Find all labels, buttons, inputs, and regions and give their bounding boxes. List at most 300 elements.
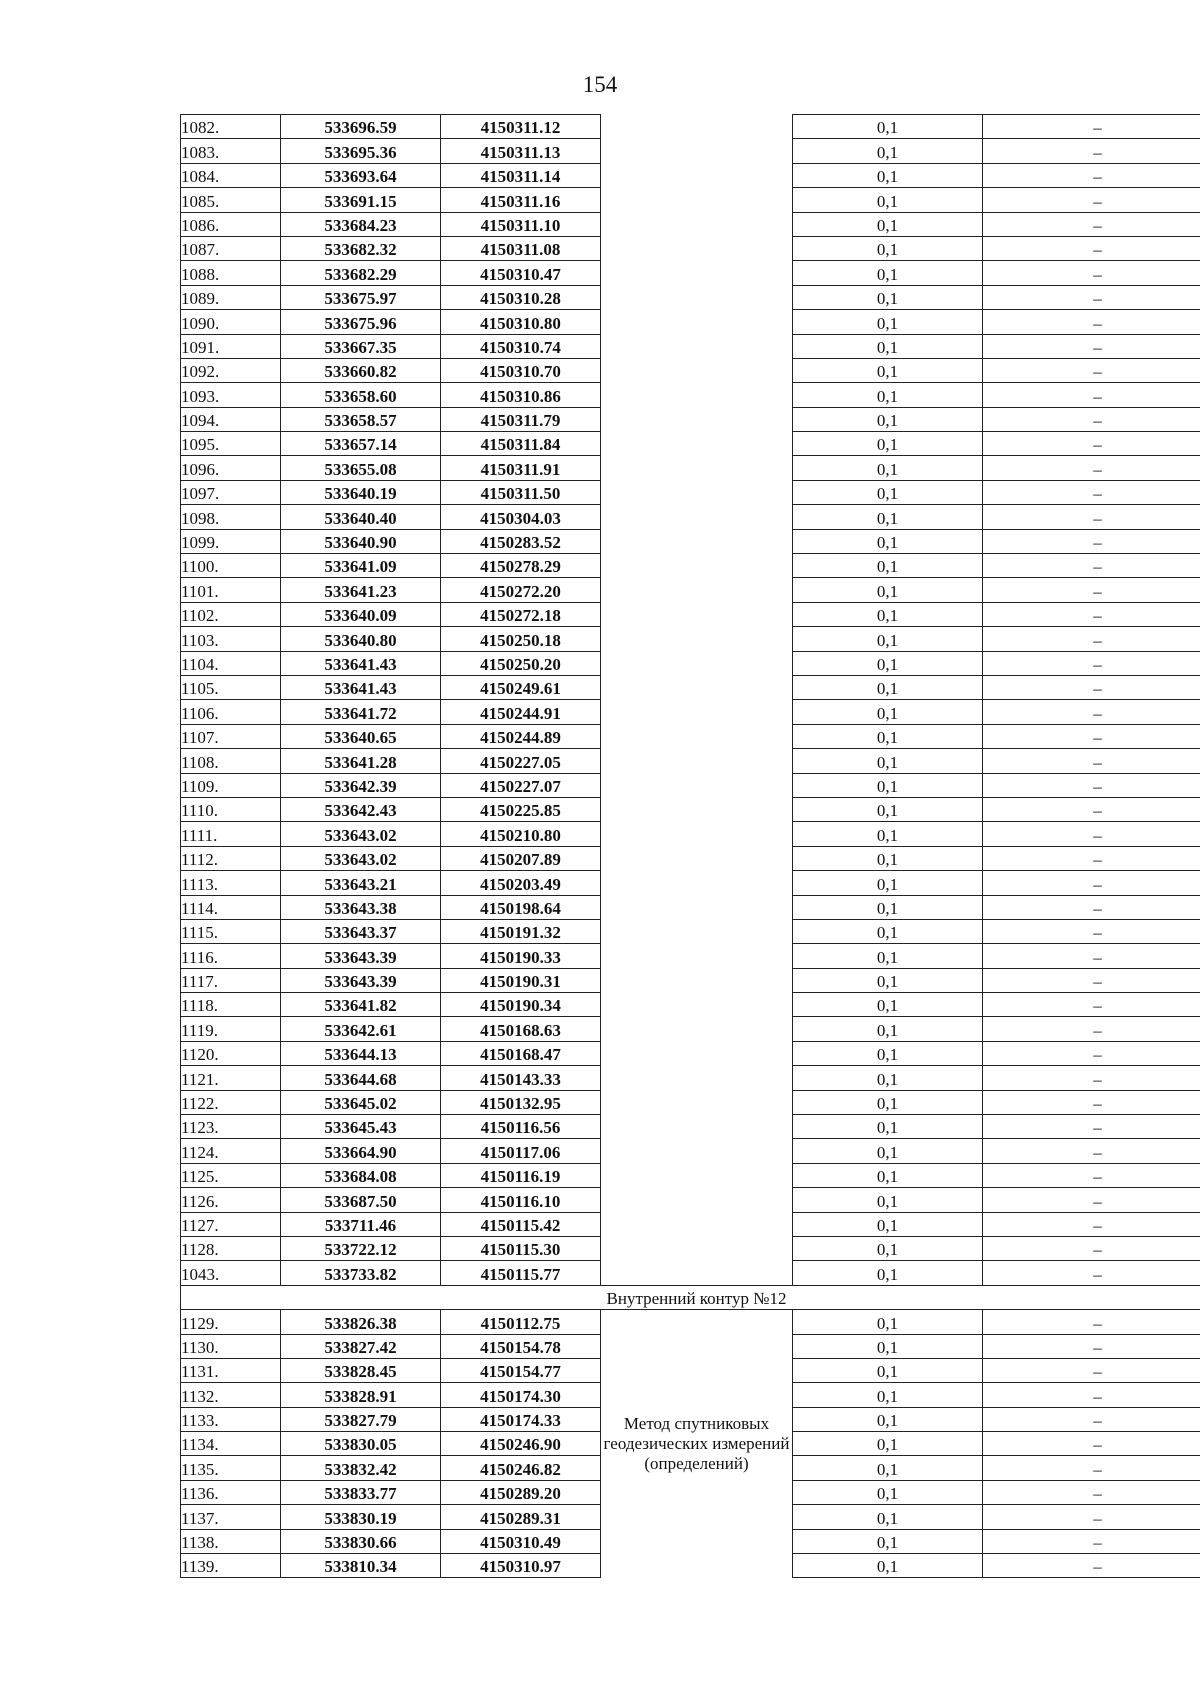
y-coordinate: 4150246.90 — [441, 1432, 601, 1456]
point-number: 1111. — [181, 822, 281, 846]
empty-gap-cell — [601, 1261, 793, 1285]
x-coordinate: 533641.72 — [281, 700, 441, 724]
dash-cell: – — [983, 773, 1200, 797]
dash-cell: – — [983, 1261, 1200, 1285]
y-coordinate: 4150116.56 — [441, 1115, 601, 1139]
point-number: 1088. — [181, 261, 281, 285]
y-coordinate: 4150132.95 — [441, 1090, 601, 1114]
dash-cell: – — [983, 749, 1200, 773]
dash-cell: – — [983, 456, 1200, 480]
table-row — [181, 1017, 1200, 1041]
point-number: 1133. — [181, 1407, 281, 1431]
empty-gap-cell — [601, 480, 793, 504]
y-coordinate: 4150310.47 — [441, 261, 601, 285]
dash-cell: – — [983, 1212, 1200, 1236]
table-row — [181, 627, 1200, 651]
table-row — [181, 212, 1200, 236]
x-coordinate: 533687.50 — [281, 1188, 441, 1212]
x-coordinate: 533682.29 — [281, 261, 441, 285]
y-coordinate: 4150207.89 — [441, 846, 601, 870]
accuracy-value: 0,1 — [793, 968, 983, 992]
table-row — [181, 1310, 1200, 1334]
point-number: 1122. — [181, 1090, 281, 1114]
dash-cell: – — [983, 1334, 1200, 1358]
table-row — [181, 578, 1200, 602]
table-row — [181, 749, 1200, 773]
empty-gap-cell — [601, 383, 793, 407]
point-number: 1092. — [181, 358, 281, 382]
dash-cell: – — [983, 675, 1200, 699]
x-coordinate: 533641.43 — [281, 675, 441, 699]
x-coordinate: 533641.28 — [281, 749, 441, 773]
y-coordinate: 4150174.30 — [441, 1383, 601, 1407]
table-row — [181, 1115, 1200, 1139]
point-number: 1086. — [181, 212, 281, 236]
point-number: 1120. — [181, 1041, 281, 1065]
dash-cell: – — [983, 554, 1200, 578]
dash-cell: – — [983, 480, 1200, 504]
x-coordinate: 533641.82 — [281, 993, 441, 1017]
table-row — [181, 993, 1200, 1017]
accuracy-value: 0,1 — [793, 407, 983, 431]
table-row — [181, 968, 1200, 992]
empty-gap-cell — [601, 1236, 793, 1260]
dash-cell: – — [983, 846, 1200, 870]
empty-gap-cell — [601, 310, 793, 334]
x-coordinate: 533667.35 — [281, 334, 441, 358]
y-coordinate: 4150289.31 — [441, 1505, 601, 1529]
accuracy-value: 0,1 — [793, 1066, 983, 1090]
empty-gap-cell — [601, 700, 793, 724]
table-row — [181, 529, 1200, 553]
table-row — [181, 505, 1200, 529]
point-number: 1087. — [181, 236, 281, 260]
y-coordinate: 4150225.85 — [441, 797, 601, 821]
section-header: Внутренний контур №12 — [181, 1285, 1200, 1309]
y-coordinate: 4150117.06 — [441, 1139, 601, 1163]
empty-gap-cell — [601, 675, 793, 699]
accuracy-value: 0,1 — [793, 1041, 983, 1065]
y-coordinate: 4150272.18 — [441, 602, 601, 626]
page-number: 154 — [582, 72, 618, 97]
accuracy-value: 0,1 — [793, 724, 983, 748]
dash-cell: – — [983, 1017, 1200, 1041]
point-number: 1098. — [181, 505, 281, 529]
x-coordinate: 533644.13 — [281, 1041, 441, 1065]
empty-gap-cell — [601, 163, 793, 187]
empty-gap-cell — [601, 773, 793, 797]
empty-gap-cell — [601, 529, 793, 553]
y-coordinate: 4150283.52 — [441, 529, 601, 553]
x-coordinate: 533830.05 — [281, 1432, 441, 1456]
table-row — [181, 1188, 1200, 1212]
point-number: 1130. — [181, 1334, 281, 1358]
y-coordinate: 4150244.89 — [441, 724, 601, 748]
accuracy-value: 0,1 — [793, 578, 983, 602]
y-coordinate: 4150190.34 — [441, 993, 601, 1017]
x-coordinate: 533827.79 — [281, 1407, 441, 1431]
accuracy-value: 0,1 — [793, 846, 983, 870]
empty-gap-cell — [601, 505, 793, 529]
table-row — [181, 602, 1200, 626]
table-row — [181, 261, 1200, 285]
x-coordinate: 533826.38 — [281, 1310, 441, 1334]
y-coordinate: 4150191.32 — [441, 919, 601, 943]
accuracy-value: 0,1 — [793, 1090, 983, 1114]
point-number: 1137. — [181, 1505, 281, 1529]
accuracy-value: 0,1 — [793, 1407, 983, 1431]
dash-cell: – — [983, 1456, 1200, 1480]
y-coordinate: 4150143.33 — [441, 1066, 601, 1090]
y-coordinate: 4150311.12 — [441, 115, 601, 139]
x-coordinate: 533657.14 — [281, 432, 441, 456]
y-coordinate: 4150311.79 — [441, 407, 601, 431]
x-coordinate: 533643.39 — [281, 968, 441, 992]
empty-gap-cell — [601, 554, 793, 578]
dash-cell: – — [983, 602, 1200, 626]
table-row — [181, 334, 1200, 358]
x-coordinate: 533642.43 — [281, 797, 441, 821]
point-number: 1100. — [181, 554, 281, 578]
table-row — [181, 358, 1200, 382]
empty-gap-cell — [601, 578, 793, 602]
empty-gap-cell — [601, 1212, 793, 1236]
x-coordinate: 533833.77 — [281, 1480, 441, 1504]
y-coordinate: 4150154.78 — [441, 1334, 601, 1358]
dash-cell: – — [983, 871, 1200, 895]
point-number: 1083. — [181, 139, 281, 163]
empty-gap-cell — [601, 919, 793, 943]
x-coordinate: 533691.15 — [281, 188, 441, 212]
section-header-row — [181, 1285, 1200, 1309]
point-number: 1135. — [181, 1456, 281, 1480]
empty-gap-cell — [601, 846, 793, 870]
point-number: 1106. — [181, 700, 281, 724]
dash-cell: – — [983, 578, 1200, 602]
x-coordinate: 533645.02 — [281, 1090, 441, 1114]
x-coordinate: 533696.59 — [281, 115, 441, 139]
table-row — [181, 236, 1200, 260]
point-number: 1107. — [181, 724, 281, 748]
point-number: 1139. — [181, 1554, 281, 1578]
table-row — [181, 1261, 1200, 1285]
accuracy-value: 0,1 — [793, 529, 983, 553]
dash-cell: – — [983, 407, 1200, 431]
table-row — [181, 1139, 1200, 1163]
dash-cell: – — [983, 1188, 1200, 1212]
dash-cell: – — [983, 1236, 1200, 1260]
y-coordinate: 4150203.49 — [441, 871, 601, 895]
y-coordinate: 4150249.61 — [441, 675, 601, 699]
empty-gap-cell — [601, 724, 793, 748]
y-coordinate: 4150311.14 — [441, 163, 601, 187]
point-number: 1125. — [181, 1163, 281, 1187]
table-row — [181, 895, 1200, 919]
empty-gap-cell — [601, 1115, 793, 1139]
accuracy-value: 0,1 — [793, 505, 983, 529]
point-number: 1118. — [181, 993, 281, 1017]
empty-gap-cell — [601, 115, 793, 139]
dash-cell: – — [983, 797, 1200, 821]
accuracy-value: 0,1 — [793, 993, 983, 1017]
point-number: 1128. — [181, 1236, 281, 1260]
y-coordinate: 4150311.08 — [441, 236, 601, 260]
dash-cell: – — [983, 1480, 1200, 1504]
dash-cell: – — [983, 822, 1200, 846]
dash-cell: – — [983, 1505, 1200, 1529]
x-coordinate: 533810.34 — [281, 1554, 441, 1578]
dash-cell: – — [983, 1407, 1200, 1431]
y-coordinate: 4150168.47 — [441, 1041, 601, 1065]
y-coordinate: 4150311.50 — [441, 480, 601, 504]
accuracy-value: 0,1 — [793, 700, 983, 724]
table-row — [181, 846, 1200, 870]
y-coordinate: 4150190.31 — [441, 968, 601, 992]
dash-cell: – — [983, 212, 1200, 236]
accuracy-value: 0,1 — [793, 480, 983, 504]
x-coordinate: 533828.45 — [281, 1358, 441, 1382]
y-coordinate: 4150115.30 — [441, 1236, 601, 1260]
accuracy-value: 0,1 — [793, 822, 983, 846]
empty-gap-cell — [601, 993, 793, 1017]
empty-gap-cell — [601, 1017, 793, 1041]
accuracy-value: 0,1 — [793, 1334, 983, 1358]
x-coordinate: 533640.90 — [281, 529, 441, 553]
dash-cell: – — [983, 968, 1200, 992]
accuracy-value: 0,1 — [793, 261, 983, 285]
x-coordinate: 533643.38 — [281, 895, 441, 919]
dash-cell: – — [983, 529, 1200, 553]
y-coordinate: 4150311.13 — [441, 139, 601, 163]
dash-cell: – — [983, 944, 1200, 968]
dash-cell: – — [983, 1383, 1200, 1407]
dash-cell: – — [983, 188, 1200, 212]
empty-gap-cell — [601, 651, 793, 675]
dash-cell: – — [983, 383, 1200, 407]
x-coordinate: 533643.02 — [281, 846, 441, 870]
point-number: 1127. — [181, 1212, 281, 1236]
empty-gap-cell — [601, 627, 793, 651]
dash-cell: – — [983, 1090, 1200, 1114]
point-number: 1132. — [181, 1383, 281, 1407]
dash-cell: – — [983, 1310, 1200, 1334]
y-coordinate: 4150311.16 — [441, 188, 601, 212]
x-coordinate: 533827.42 — [281, 1334, 441, 1358]
x-coordinate: 533675.97 — [281, 285, 441, 309]
empty-gap-cell — [601, 1090, 793, 1114]
point-number: 1109. — [181, 773, 281, 797]
table-row — [181, 285, 1200, 309]
x-coordinate: 533643.02 — [281, 822, 441, 846]
empty-gap-cell — [601, 432, 793, 456]
accuracy-value: 0,1 — [793, 749, 983, 773]
table-body-top — [181, 115, 1200, 1286]
x-coordinate: 533641.09 — [281, 554, 441, 578]
point-number: 1084. — [181, 163, 281, 187]
y-coordinate: 4150310.74 — [441, 334, 601, 358]
accuracy-value: 0,1 — [793, 1163, 983, 1187]
y-coordinate: 4150310.49 — [441, 1529, 601, 1553]
table-row — [181, 115, 1200, 139]
empty-gap-cell — [601, 261, 793, 285]
dash-cell: – — [983, 1041, 1200, 1065]
x-coordinate: 533682.32 — [281, 236, 441, 260]
y-coordinate: 4150112.75 — [441, 1310, 601, 1334]
point-number: 1138. — [181, 1529, 281, 1553]
point-number: 1129. — [181, 1310, 281, 1334]
x-coordinate: 533684.08 — [281, 1163, 441, 1187]
point-number: 1115. — [181, 919, 281, 943]
accuracy-value: 0,1 — [793, 1310, 983, 1334]
accuracy-value: 0,1 — [793, 1456, 983, 1480]
empty-gap-cell — [601, 822, 793, 846]
table-row — [181, 919, 1200, 943]
y-coordinate: 4150311.91 — [441, 456, 601, 480]
point-number: 1131. — [181, 1358, 281, 1382]
dash-cell: – — [983, 1529, 1200, 1553]
dash-cell: – — [983, 993, 1200, 1017]
empty-gap-cell — [601, 871, 793, 895]
coordinates-table — [180, 114, 1200, 1578]
point-number: 1119. — [181, 1017, 281, 1041]
point-number: 1124. — [181, 1139, 281, 1163]
table-row — [181, 456, 1200, 480]
accuracy-value: 0,1 — [793, 1236, 983, 1260]
accuracy-value: 0,1 — [793, 115, 983, 139]
table-row — [181, 163, 1200, 187]
accuracy-value: 0,1 — [793, 334, 983, 358]
table-row — [181, 310, 1200, 334]
y-coordinate: 4150244.91 — [441, 700, 601, 724]
accuracy-value: 0,1 — [793, 383, 983, 407]
dash-cell: – — [983, 700, 1200, 724]
empty-gap-cell — [601, 407, 793, 431]
y-coordinate: 4150310.80 — [441, 310, 601, 334]
empty-gap-cell — [601, 944, 793, 968]
accuracy-value: 0,1 — [793, 1139, 983, 1163]
table-row — [181, 383, 1200, 407]
point-number: 1091. — [181, 334, 281, 358]
empty-gap-cell — [601, 1066, 793, 1090]
dash-cell: – — [983, 334, 1200, 358]
table-row — [181, 797, 1200, 821]
y-coordinate: 4150190.33 — [441, 944, 601, 968]
y-coordinate: 4150310.86 — [441, 383, 601, 407]
x-coordinate: 533675.96 — [281, 310, 441, 334]
dash-cell: – — [983, 285, 1200, 309]
point-number: 1093. — [181, 383, 281, 407]
accuracy-value: 0,1 — [793, 1505, 983, 1529]
empty-gap-cell — [601, 797, 793, 821]
accuracy-value: 0,1 — [793, 1188, 983, 1212]
accuracy-value: 0,1 — [793, 1115, 983, 1139]
dash-cell: – — [983, 505, 1200, 529]
empty-gap-cell — [601, 602, 793, 626]
table-row — [181, 1041, 1200, 1065]
x-coordinate: 533643.21 — [281, 871, 441, 895]
table-row — [181, 432, 1200, 456]
y-coordinate: 4150115.42 — [441, 1212, 601, 1236]
point-number: 1108. — [181, 749, 281, 773]
y-coordinate: 4150246.82 — [441, 1456, 601, 1480]
dash-cell: – — [983, 1432, 1200, 1456]
x-coordinate: 533655.08 — [281, 456, 441, 480]
point-number: 1134. — [181, 1432, 281, 1456]
point-number: 1116. — [181, 944, 281, 968]
x-coordinate: 533644.68 — [281, 1066, 441, 1090]
dash-cell: – — [983, 1115, 1200, 1139]
accuracy-value: 0,1 — [793, 139, 983, 163]
x-coordinate: 533641.43 — [281, 651, 441, 675]
empty-gap-cell — [601, 456, 793, 480]
y-coordinate: 4150168.63 — [441, 1017, 601, 1041]
table-row — [181, 407, 1200, 431]
y-coordinate: 4150278.29 — [441, 554, 601, 578]
y-coordinate: 4150198.64 — [441, 895, 601, 919]
table-row — [181, 822, 1200, 846]
point-number: 1097. — [181, 480, 281, 504]
accuracy-value: 0,1 — [793, 1383, 983, 1407]
y-coordinate: 4150310.70 — [441, 358, 601, 382]
point-number: 1101. — [181, 578, 281, 602]
accuracy-value: 0,1 — [793, 675, 983, 699]
empty-gap-cell — [601, 236, 793, 260]
dash-cell: – — [983, 1139, 1200, 1163]
y-coordinate: 4150310.28 — [441, 285, 601, 309]
accuracy-value: 0,1 — [793, 1529, 983, 1553]
empty-gap-cell — [601, 1139, 793, 1163]
table-row — [181, 944, 1200, 968]
point-number: 1089. — [181, 285, 281, 309]
accuracy-value: 0,1 — [793, 1261, 983, 1285]
x-coordinate: 533640.09 — [281, 602, 441, 626]
accuracy-value: 0,1 — [793, 310, 983, 334]
point-number: 1082. — [181, 115, 281, 139]
accuracy-value: 0,1 — [793, 871, 983, 895]
empty-gap-cell — [601, 1041, 793, 1065]
dash-cell: – — [983, 651, 1200, 675]
accuracy-value: 0,1 — [793, 651, 983, 675]
x-coordinate: 533640.80 — [281, 627, 441, 651]
x-coordinate: 533643.37 — [281, 919, 441, 943]
y-coordinate: 4150304.03 — [441, 505, 601, 529]
point-number: 1096. — [181, 456, 281, 480]
x-coordinate: 533642.61 — [281, 1017, 441, 1041]
point-number: 1099. — [181, 529, 281, 553]
dash-cell: – — [983, 236, 1200, 260]
point-number: 1117. — [181, 968, 281, 992]
y-coordinate: 4150227.05 — [441, 749, 601, 773]
x-coordinate: 533828.91 — [281, 1383, 441, 1407]
point-number: 1102. — [181, 602, 281, 626]
y-coordinate: 4150311.10 — [441, 212, 601, 236]
x-coordinate: 533658.60 — [281, 383, 441, 407]
table-row — [181, 651, 1200, 675]
x-coordinate: 533733.82 — [281, 1261, 441, 1285]
empty-gap-cell — [601, 358, 793, 382]
point-number: 1136. — [181, 1480, 281, 1504]
accuracy-value: 0,1 — [793, 285, 983, 309]
accuracy-value: 0,1 — [793, 1480, 983, 1504]
x-coordinate: 533695.36 — [281, 139, 441, 163]
table-body-bottom — [181, 1310, 1200, 1578]
accuracy-value: 0,1 — [793, 1358, 983, 1382]
y-coordinate: 4150116.19 — [441, 1163, 601, 1187]
x-coordinate: 533640.19 — [281, 480, 441, 504]
point-number: 1121. — [181, 1066, 281, 1090]
table-row — [181, 1066, 1200, 1090]
method-cell: Метод спутниковых геодезических измерений (определений) — [603, 1414, 790, 1474]
